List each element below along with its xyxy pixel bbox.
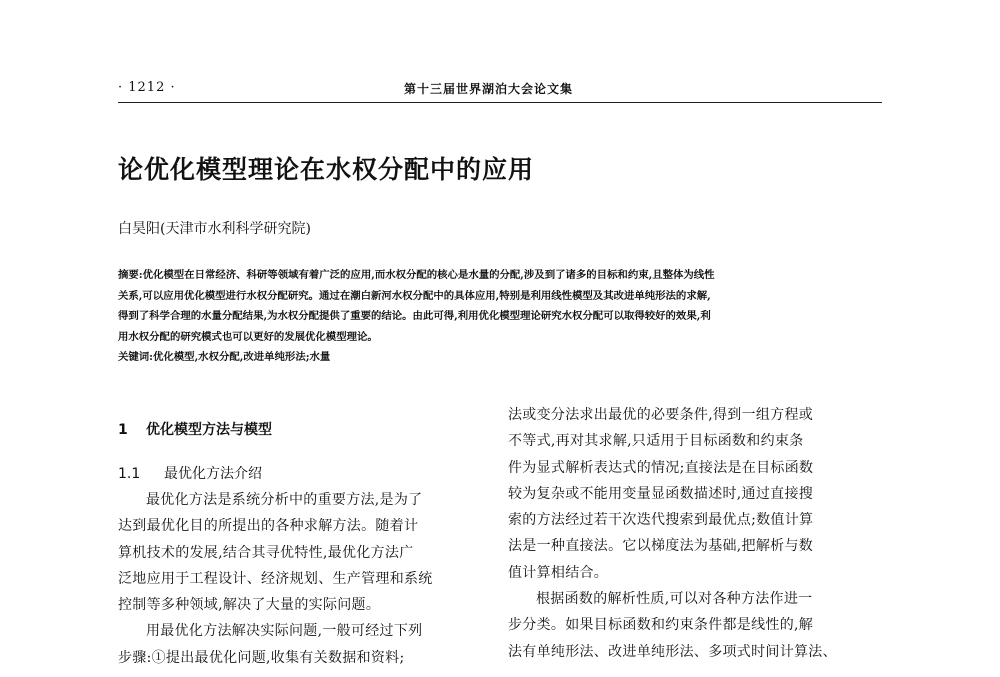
paragraph-line: 法是一种直接法。它以梯度法为基础,把解析与数 xyxy=(508,538,814,555)
abstract xyxy=(118,265,884,368)
paragraph-line: 最优化方法是系统分析中的重要方法,是为了 xyxy=(146,492,423,508)
paragraph-line: 达到最优化目的所提出的各种求解方法。随着计 xyxy=(118,518,419,535)
paragraph-line: 件为显式解析表达式的情况;直接法是在目标函数 xyxy=(508,459,814,476)
section-heading xyxy=(118,412,500,448)
right-column xyxy=(508,402,886,665)
paragraph-line: 用最优化方法解决实际问题,一般可经过下列 xyxy=(146,623,423,640)
header-rule xyxy=(118,102,882,103)
paragraph-line: 步骤:①提出最优化问题,收集有关数据和资料; xyxy=(118,649,405,666)
paragraph-line: 根据函数的解析性质,可以对各种方法作进一 xyxy=(536,591,813,608)
section-title: 优化模型方法与模型 xyxy=(146,422,272,438)
page-number: · 1212 · xyxy=(118,80,176,95)
subsection-heading xyxy=(118,461,500,487)
paragraph-line: 索的方法经过若干次迭代搜索到最优点;数值计算 xyxy=(508,512,814,529)
abstract-line: 得到了科学合理的水量分配结果,为水权分配提供了重要的结论。由此可得,利用优化模型理论研究水权分配可以取得较好的效果,利 xyxy=(118,310,711,322)
paragraph-line: 控制等多种领域,解决了大量的实际问题。 xyxy=(118,597,381,614)
author-line: 白昊阳(天津市水利科学研究院) xyxy=(118,221,311,237)
abstract-line: 摘要:优化模型在日常经济、科研等领域有着广泛的应用,而水权分配的核心是水量的分配,涉及到了诸多的目标和约束,且整体为线性 xyxy=(118,269,715,281)
keywords: 关键词:优化模型,水权分配,改进单纯形法;水量 xyxy=(118,351,331,363)
paragraph-line: 值计算相结合。 xyxy=(508,564,609,581)
paper-title: 论优化模型理论在水权分配中的应用 xyxy=(118,155,535,184)
journal-title: 第十三届世界湖泊大会论文集 xyxy=(404,82,574,96)
paragraph-line: 不等式,再对其求解,只适用于目标函数和约束条 xyxy=(508,433,804,450)
paragraph-line: 较为复杂或不能用变量显函数描述时,通过直接搜 xyxy=(508,485,814,502)
abstract-line: 用水权分配的研究模式也可以更好的发展优化模型理论。 xyxy=(118,330,378,343)
subsection-number: 1.1 xyxy=(118,466,141,482)
section-number: 1 xyxy=(118,422,128,438)
paragraph-line: 算机技术的发展,结合其寻优特性,最优化方法广 xyxy=(118,544,414,561)
paragraph-line: 法有单纯形法、改进单纯形法、多项式时间计算法、 xyxy=(508,643,837,660)
subsection-title: 最优化方法介绍 xyxy=(164,466,262,482)
paragraph-line: 法或变分法求出最优的必要条件,得到一组方程或 xyxy=(508,407,814,423)
paragraph-line: 步分类。如果目标函数和约束条件都是线性的,解 xyxy=(508,617,814,634)
running-header xyxy=(118,80,882,102)
left-column xyxy=(118,412,500,671)
abstract-line: 关系,可以应用优化模型进行水权分配研究。通过在潮白新河水权分配中的具体应用,特别是利用线性模型及其改进单纯形法的求解, xyxy=(118,289,711,302)
paragraph-line: 泛地应用于工程设计、经济规划、生产管理和系统 xyxy=(118,570,433,587)
